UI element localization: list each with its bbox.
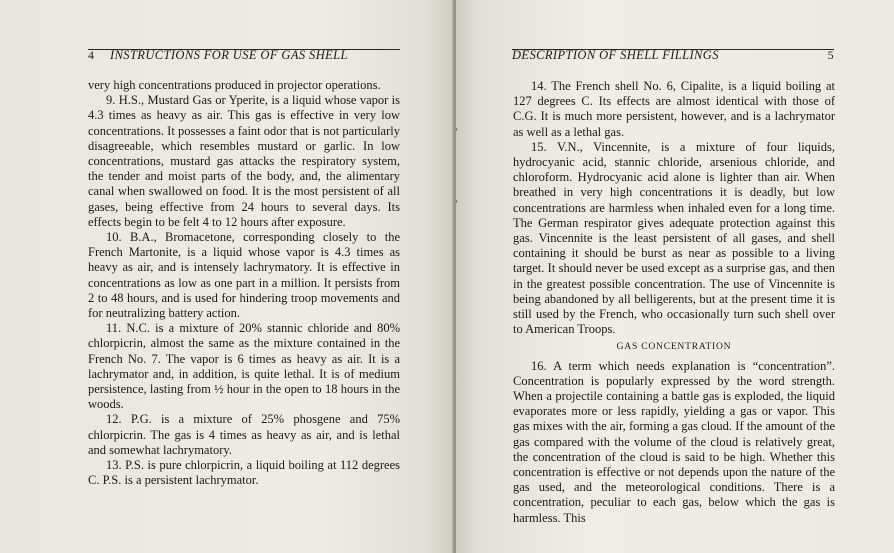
left-page-body bbox=[88, 78, 400, 488]
paragraph-9-mustard-gas: 9. H.S., Mustard Gas or Yperite, is a liquid whose vapor is 4.3 times as heavy as air. This gas is effective in very low concentrations. It possesses a faint odor that is not particularly disagreeable, which resembles mustard or garlic. In low concentrations, mustard gas attacks the respiratory system, the tender and moist parts of the body, and, the alimentary canal when swallowed on food. It is the most persistent of all gases, being effective from 24 hours to several days. Its effects begin to be felt 4 to 12 hours after exposure. bbox=[88, 93, 400, 229]
paragraph-12-pg: 12. P.G. is a mixture of 25% phosgene and 75% chlorpicrin. The gas is 4 times as heavy as air, and is lethal and somewhat lachrymatory. bbox=[88, 412, 400, 457]
paragraph-11-nc: 11. N.C. is a mixture of 20% stannic chloride and 80% chlorpicrin, almost the same as the mixture contained in the French No. 7. The vapor is 6 times as heavy as air. It is a lachrymator and, in addition, is quite lethal. It is of medium persistence, lasting from ½ hour in the open to 18 hours in the woods. bbox=[88, 321, 400, 412]
right-page-body bbox=[513, 79, 835, 526]
paragraph-15-vincennite: 15. V.N., Vincennite, is a mixture of four liquids, hydrocyanic acid, stannic chloride, arsenious chloride, and chloroform. Hydrocyanic acid alone is lighter than air. When breathed in very high concentrations it is deadly, but low concentrations are harmless when inhaled even for a long time. The German respirator gives adequate protection against this gas. Vincennite is the least persistent of all gases, and shell containing it should be burst as near as possible to a living target. It should never be used except as a surprise gas, and then in the greatest possible concentration. The use of Vincennite is being abandoned by all belligerents, but at the present time it is still used by the French, who occasionally turn such shell over to American Troops. bbox=[513, 139, 835, 337]
right-page bbox=[456, 0, 894, 553]
left-header-title: INSTRUCTIONS FOR USE OF GAS SHELL bbox=[110, 48, 348, 62]
right-page-number: 5 bbox=[827, 48, 834, 62]
section-heading-gas-concentration: GAS CONCENTRATION bbox=[616, 342, 732, 353]
paragraph-13-ps: 13. P.S. is pure chlorpicrin, a liquid boiling at 112 degrees C. P.S. is a persistent lachrymator. bbox=[88, 458, 400, 488]
paragraph-10-bromacetone: 10. B.A., Bromacetone, corresponding closely to the French Martonite, is a liquid whose vapor is 4.3 times as heavy as air, and is intensely lachrymatory. It is effective in concentrations as low as one part in a million. It persists from 2 to 48 hours, and is used for hindering troop movements and for neutralizing battery action. bbox=[88, 230, 400, 321]
binding-mark bbox=[456, 200, 457, 203]
paragraph-14-cipalite: 14. The French shell No. 6, Cipalite, is a liquid boiling at 127 degrees C. Its effects are almost identical with those of C.G. It is much more persistent, however, and is a lachrymator as well as a lethal gas. bbox=[513, 79, 835, 139]
right-page-header bbox=[512, 48, 834, 62]
left-page-number: 4 bbox=[88, 48, 95, 62]
right-header-title: DESCRIPTION OF SHELL FILLINGS bbox=[512, 48, 719, 62]
paragraph-16-concentration: 16. A term which needs explanation is “concentration”. Concentration is popularly expressed by the word strength. When a projectile containing a battle gas is exploded, the liquid evaporates more or less rapidly, yielding a gas or vapor. This gas mixes with the air, forming a gas cloud. If the amount of the gas compared with the volume of the cloud is relatively great, the concentration of the cloud is said to be high. Whether this concentration is effective or not depends upon the nature of the gas used, and the meteorological conditions. There is a concentration, peculiar to each gas, below which the gas is harmless. This bbox=[513, 358, 835, 525]
paragraph-continuation: very high concentrations produced in projector operations. bbox=[88, 78, 381, 92]
binding-mark bbox=[456, 128, 457, 131]
left-page-header bbox=[88, 48, 400, 62]
